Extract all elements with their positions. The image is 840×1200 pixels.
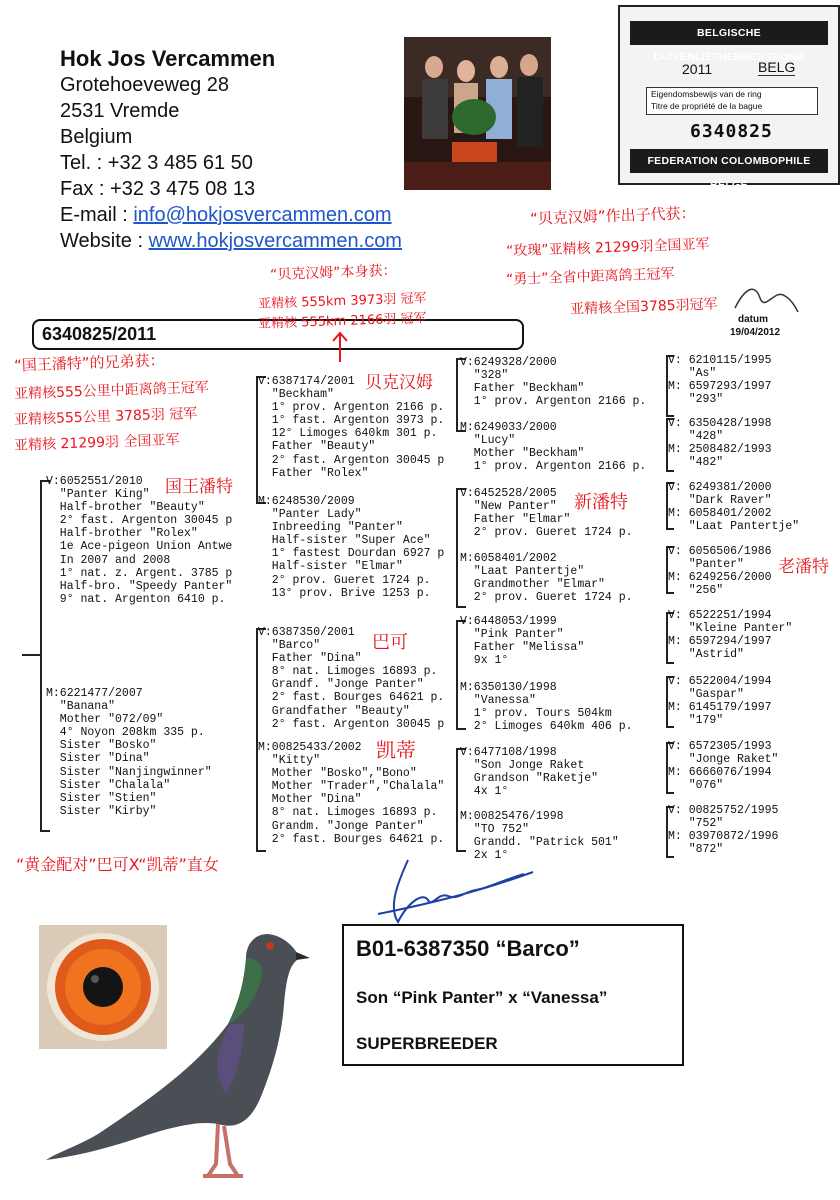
ggd-laat-pantertje: M:6058401/2002 "Laat Pantertje" Grandmother "Elmar" 2° prov. Gueret 1724 p. xyxy=(460,552,633,605)
grandsire-beckham: V:6387174/2001 "Beckham" 1° prov. Argenton 2166 p. 1° fast. Argenton 3973 p. 12° Limoges 640km 301 p. Father "Beauty" 2° fast. Argenton 30045 p Father "Rolex" xyxy=(258,375,445,480)
stamp-ring: 6340825 xyxy=(690,121,773,142)
note-king-3785: 亚精核555公里 3785羽 冠军 xyxy=(13,405,198,429)
datum-value: 19/04/2012 xyxy=(730,327,781,338)
ggs-pink-panter: V:6448053/1999 "Pink Panter" Father "Melissa" 9x 1° xyxy=(460,615,585,668)
grandsire-barco: V:6387350/2001 "Barco" Father "Dina" 8° nat. Limoges 16893 p. Grandf. "Jonge Panter" 2° fast. Bourges 64621 p. Grandfather "Beauty" 2° fast. Argenton 30045 p xyxy=(258,626,445,731)
note-national-3785: 亚精核全国3785羽冠军 xyxy=(569,296,718,318)
gen4-pair-4: V: 6056506/1986 "Panter" M: 6249256/2000 "256" xyxy=(668,545,772,598)
tel: Tel. : +32 3 485 61 50 xyxy=(60,152,253,174)
gen4-pair-2: V: 6350428/1998 "428" M: 2508482/1993 "482" xyxy=(668,417,772,470)
bird-parents: Son “Pink Panter” x “Vanessa” xyxy=(356,988,608,1007)
bird-title: B01-6387350 “Barco” xyxy=(356,936,580,961)
label-beckham-cn: 贝克汉姆 xyxy=(365,373,433,393)
granddam-panter-lady: M:6248530/2009 "Panter Lady" Inbreeding "Panter" Half-sister "Super Ace" 1° fastest Dourdan 6927 p Half-sister "Elmar" 2° prov. Gueret 1724 p. 13° prov. Brive 1253 p. xyxy=(258,495,445,600)
fax: Fax : +32 3 475 08 13 xyxy=(60,178,256,200)
datum-label: datum xyxy=(738,314,768,325)
granddam-kitty: M:00825433/2002 "Kitty" Mother "Bosko","Bono" Mother "Trader","Chalala" Mother "Dina" 8° nat. Limoges 16893 p. Grandm. "Jonge Panter" 2° fast. Bourges 64621 p. xyxy=(258,741,445,846)
label-new-panter-cn: 新潘特 xyxy=(574,492,628,513)
gen4-pair-8: V: 00825752/1995 "752" M: 03970872/1996 "872" xyxy=(668,804,779,857)
email-link[interactable]: info@hokjosvercammen.com xyxy=(133,204,392,226)
note-golden-pair: “黄金配对”巴可X“凯蒂”直女 xyxy=(16,855,219,874)
ggd-lucy: M:6249033/2000 "Lucy" Mother "Beckham" 1° prov. Argenton 2166 p. xyxy=(460,421,647,474)
website-link[interactable]: www.hokjosvercammen.com xyxy=(148,230,402,252)
note-rose: “玫瑰”亚精核 21299羽全国亚军 xyxy=(505,236,710,260)
arrow-up-icon xyxy=(330,330,350,369)
gen4-pair-3: V: 6249381/2000 "Dark Raver" M: 6058401/2002 "Laat Pantertje" xyxy=(668,481,800,534)
bird-info-box xyxy=(342,924,684,1066)
stamp-title-box xyxy=(646,87,818,115)
note-warrior: “勇士”全省中距离鸽王冠军 xyxy=(505,266,675,288)
website-label: Website : xyxy=(60,230,149,252)
gen4-pair-7: V: 6572305/1993 "Jonge Raket" M: 6666076/1994 "076" xyxy=(668,740,779,793)
breeder-name: Hok Jos Vercammen xyxy=(60,46,276,71)
note-king-21299: 亚精核 21299羽 全国亚军 xyxy=(13,432,180,454)
ggs-son-jonge-raket: V:6477108/1998 "Son Jonge Raket Grandson "Raketje" 4x 1° xyxy=(460,746,599,799)
label-old-panter-cn: 老潘特 xyxy=(778,557,829,577)
tree-line-root xyxy=(22,654,42,656)
stamp-top-band: BELGISCHE DUIVENLIEFHEBBERSBOND xyxy=(630,21,828,45)
label-barco-cn: 巴可 xyxy=(372,632,408,653)
website-line xyxy=(60,228,402,254)
stamp-bottom-band: FEDERATION COLOMBOPHILE BELGE xyxy=(630,149,828,173)
ggs-new-panter: V:6452528/2005 "New Panter" Father "Elmar" 2° prov. Gueret 1724 p. xyxy=(460,487,633,540)
stamp-line2: Titre de propriété de la bague xyxy=(651,101,763,111)
email-line xyxy=(60,202,402,228)
stamp-line1: Eigendomsbewijs van de ring xyxy=(651,89,762,99)
gen4-pair-1: V: 6210115/1995 "As" M: 6597293/1997 "293" xyxy=(668,354,772,407)
ggd-to-752: M:00825476/1998 "TO 752" Grandd. "Patrick 501" 2x 1° xyxy=(460,810,619,863)
stamp-signature xyxy=(730,278,800,323)
email-label: E-mail : xyxy=(60,204,134,226)
stamp-year: 2011 xyxy=(682,61,713,77)
gen4-pair-6: V: 6522004/1994 "Gaspar" M: 6145179/1997 "179" xyxy=(668,675,772,728)
ring-number: 6340825/2011 xyxy=(42,324,157,344)
sire-panter-king: V:6052551/2010 "Panter King" Half-brother "Beauty" 2° fast. Argenton 30045 p Half-brother "Rolex" 1e Ace-pigeon Union Antwe In 2007 and 2008 1° nat. z. Argent. 3785 p Half-bro. "Speedy Panter" 9° nat. Argenton 6410 p. xyxy=(46,475,233,606)
pigeon-image xyxy=(38,924,318,1194)
ring-certificate-stamp xyxy=(618,5,840,191)
ggd-vanessa: M:6350130/1998 "Vanessa" 1° prov. Tours 504km 2° Limoges 640km 406 p. xyxy=(460,681,633,734)
street: Grotehoeveweg 28 xyxy=(60,74,230,96)
dam-banana: M:6221477/2007 "Banana" Mother "072/09" 4° Noyon 208km 335 p. Sister "Bosko" Sister "Dina" Sister "Nanjingwinner" Sister "Chalala" Sister "Stien" Sister "Kirby" xyxy=(46,687,212,818)
country: Belgium xyxy=(60,126,133,148)
ggs-328: V:6249328/2000 "328" Father "Beckham" 1° prov. Argenton 2166 p. xyxy=(460,356,647,409)
gen4-pair-5: V: 6522251/1994 "Kleine Panter" M: 6597294/1997 "Astrid" xyxy=(668,609,793,662)
note-beckham-3973: 亚精核 555km 3973羽 冠军 xyxy=(257,291,427,312)
label-panter-king-cn: 国王潘特 xyxy=(165,477,233,497)
breeder-address xyxy=(60,46,402,254)
bird-label: SUPERBREEDER xyxy=(356,1034,498,1053)
label-kitty-cn: 凯蒂 xyxy=(376,738,416,762)
note-king-brothers: “国王潘特”的兄弟获： xyxy=(13,351,165,375)
note-king-555-ace: 亚精核555公里中距离鸽王冠军 xyxy=(13,379,209,403)
team-photo xyxy=(404,37,551,190)
note-beckham-offspring: “贝克汉姆”作出子代获： xyxy=(529,204,696,228)
city: 2531 Vremde xyxy=(60,100,180,122)
note-beckham-2166: 亚精核 555km 2166羽 冠军 xyxy=(257,311,427,332)
stamp-country: BELG xyxy=(758,59,796,75)
note-beckham-self: “贝克汉姆”本身获： xyxy=(269,262,397,284)
